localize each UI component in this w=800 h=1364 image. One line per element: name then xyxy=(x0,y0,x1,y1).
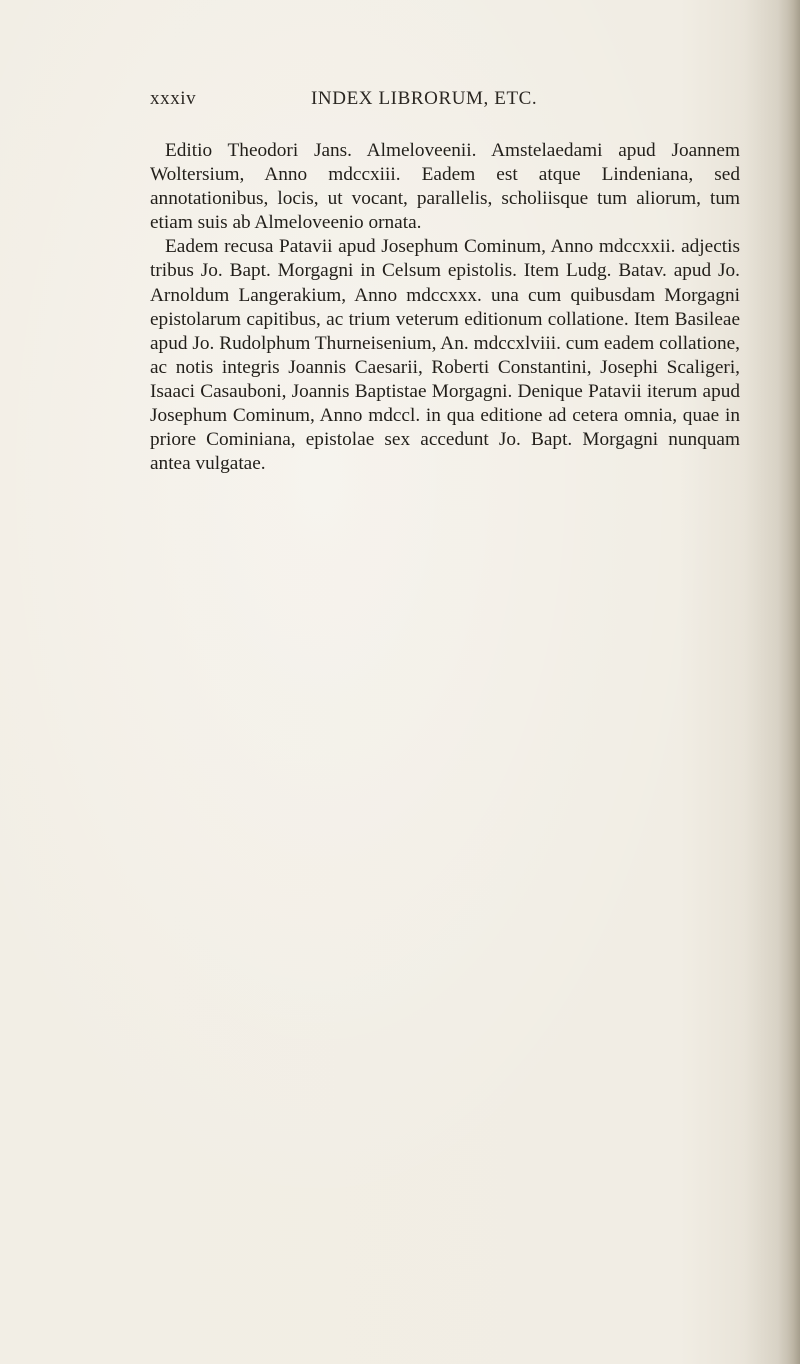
running-title: INDEX LIBRORUM, ETC. xyxy=(311,88,538,109)
page-edge-shadow xyxy=(778,0,800,1364)
body-text xyxy=(150,139,740,476)
paragraph-eadem-recusa: Eadem recusa Patavii apud Josephum Cominum, Anno mdccxxii. adjectis tribus Jo. Bapt. Morgagni in Celsum epistolis. Item Ludg. Batav. apud Jo. Arnoldum Langerakium, Anno mdccxxx. una cum quibusdam Morgagni epistolarum capitibus, ac trium veterum editionum collatione. Item Basileae apud Jo. Rudolphum Thurneisenium, An. mdccxlviii. cum eadem collatione, ac notis integris Joannis Caesarii, Roberti Constantini, Josephi Scaligeri, Isaaci Casauboni, Joannis Baptistae Morgagni. Denique Patavii iterum apud Josephum Cominum, Anno mdccl. in qua editione ad cetera omnia, quae in priore Cominiana, epistolae sex accedunt Jo. Bapt. Morgagni nunquam antea vulgatae. xyxy=(150,236,740,475)
page-number: xxxiv xyxy=(150,88,197,109)
paragraph-editio-theodori: Editio Theodori Jans. Almeloveenii. Amstelaedami apud Joannem Woltersium, Anno mdccxiii. Eadem est atque Lindeniana, sed annotationibus, locis, ut vocant, parallelis, scholiisque tum aliorum, tum etiam suis ab Almeloveenio ornata. xyxy=(150,140,740,234)
running-header xyxy=(150,88,710,112)
